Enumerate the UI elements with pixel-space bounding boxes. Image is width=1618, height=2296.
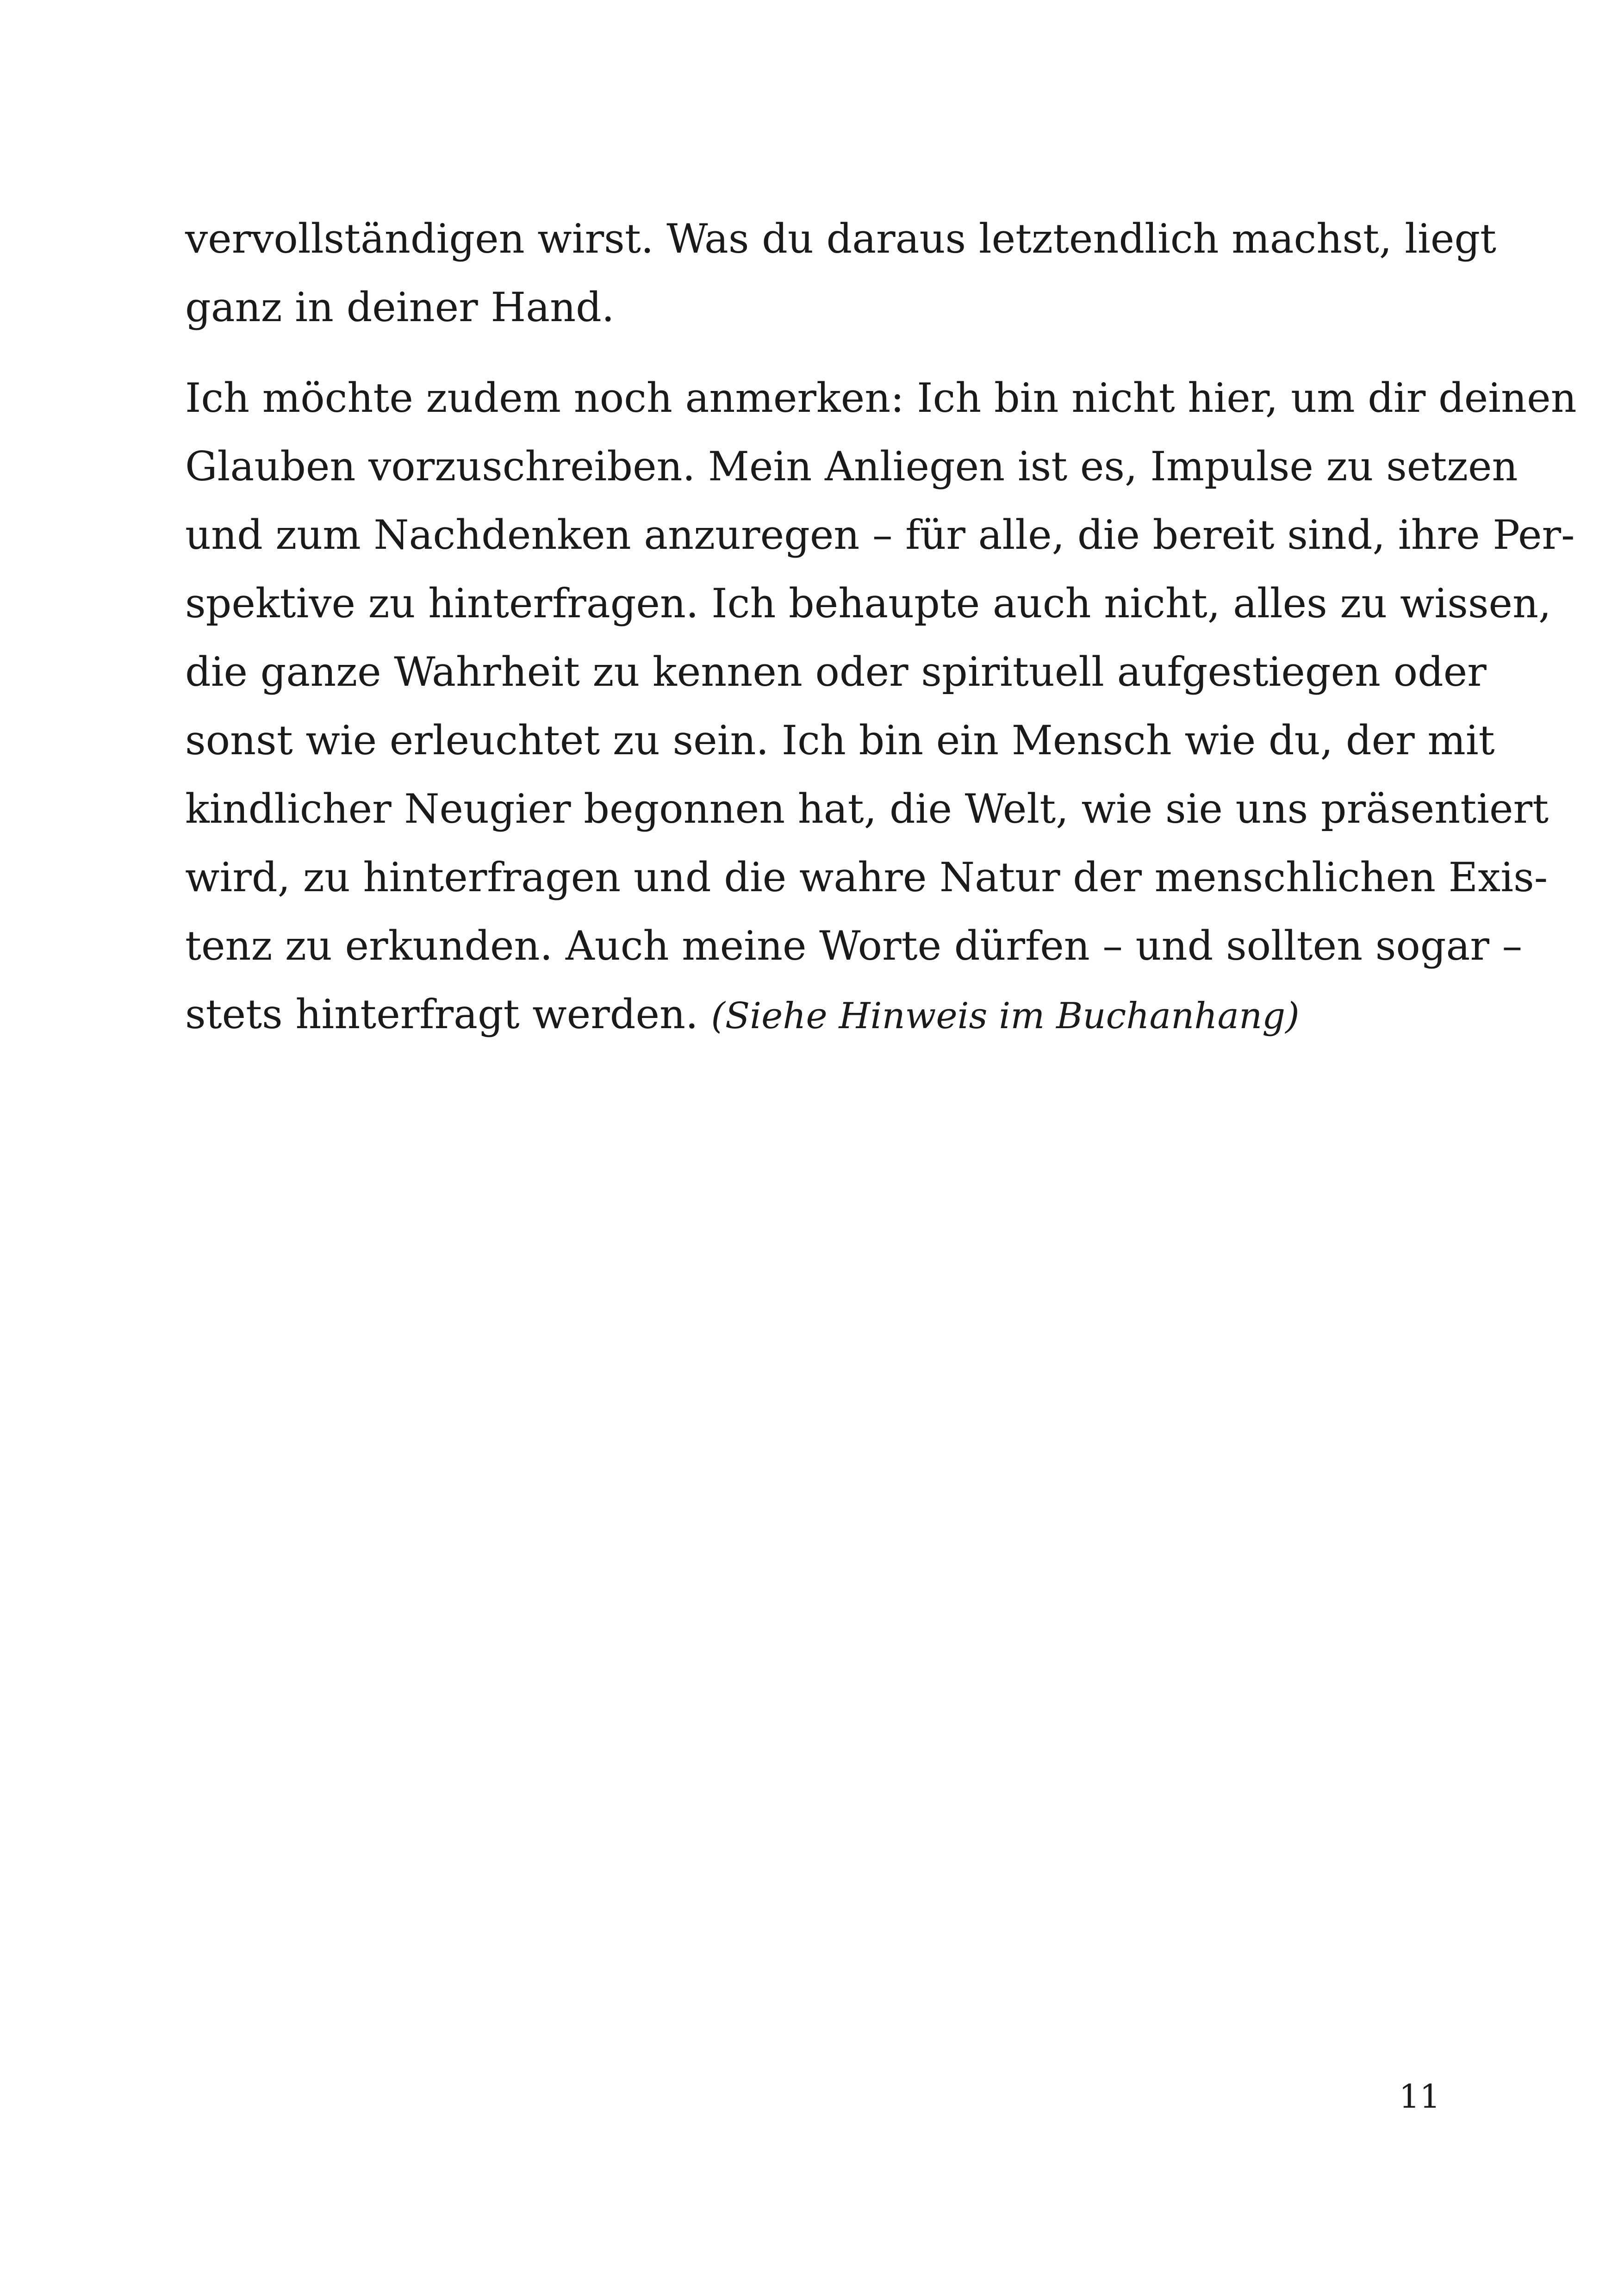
paragraph-2-line-4: spektive zu hinterfragen. Ich behaupte auch nicht, alles zu wissen, (185, 580, 1551, 627)
paragraph-2-line-2: Glauben vorzuschreiben. Mein Anliegen ist es, Impulse zu setzen (185, 443, 1518, 490)
paragraph-2-line-3: und zum Nachdenken anzuregen – für alle, die bereit sind, ihre Per- (185, 511, 1575, 558)
page-number: 11 (1399, 2078, 1440, 2116)
body-text (185, 205, 1577, 1049)
paragraph-1-line-1: vervollständigen wirst. Was du daraus letztendlich machst, liegt (185, 215, 1497, 262)
paragraph-1 (185, 205, 1497, 341)
paragraph-2-line-5: die ganze Wahrheit zu kennen oder spirituell aufgestiegen oder (185, 648, 1487, 695)
paragraph-1-line-2: ganz in deiner Hand. (185, 284, 615, 331)
paragraph-2-line-10 (185, 980, 1440, 1049)
paragraph-2-line-7: kindlicher Neugier begonnen hat, die Welt, wie sie uns präsentiert (185, 785, 1549, 832)
paragraph-2-line-8: wird, zu hinterfragen und die wahre Natur der menschlichen Exis- (185, 854, 1548, 901)
appendix-note: (Siehe Hinweis im Buchanhang) (711, 995, 1300, 1037)
paragraph-2 (185, 364, 1577, 1049)
paragraph-2-line-1: Ich möchte zudem noch anmerken: Ich bin nicht hier, um dir deinen (185, 374, 1577, 422)
paragraph-2-line-6: sonst wie erleuchtet zu sein. Ich bin ein Mensch wie du, der mit (185, 717, 1495, 764)
paragraph-2-line-10-text: stets hinterfragt werden. (185, 991, 698, 1038)
paragraph-2-line-9: tenz zu erkunden. Auch meine Worte dürfen – und sollten sogar – (185, 922, 1523, 969)
